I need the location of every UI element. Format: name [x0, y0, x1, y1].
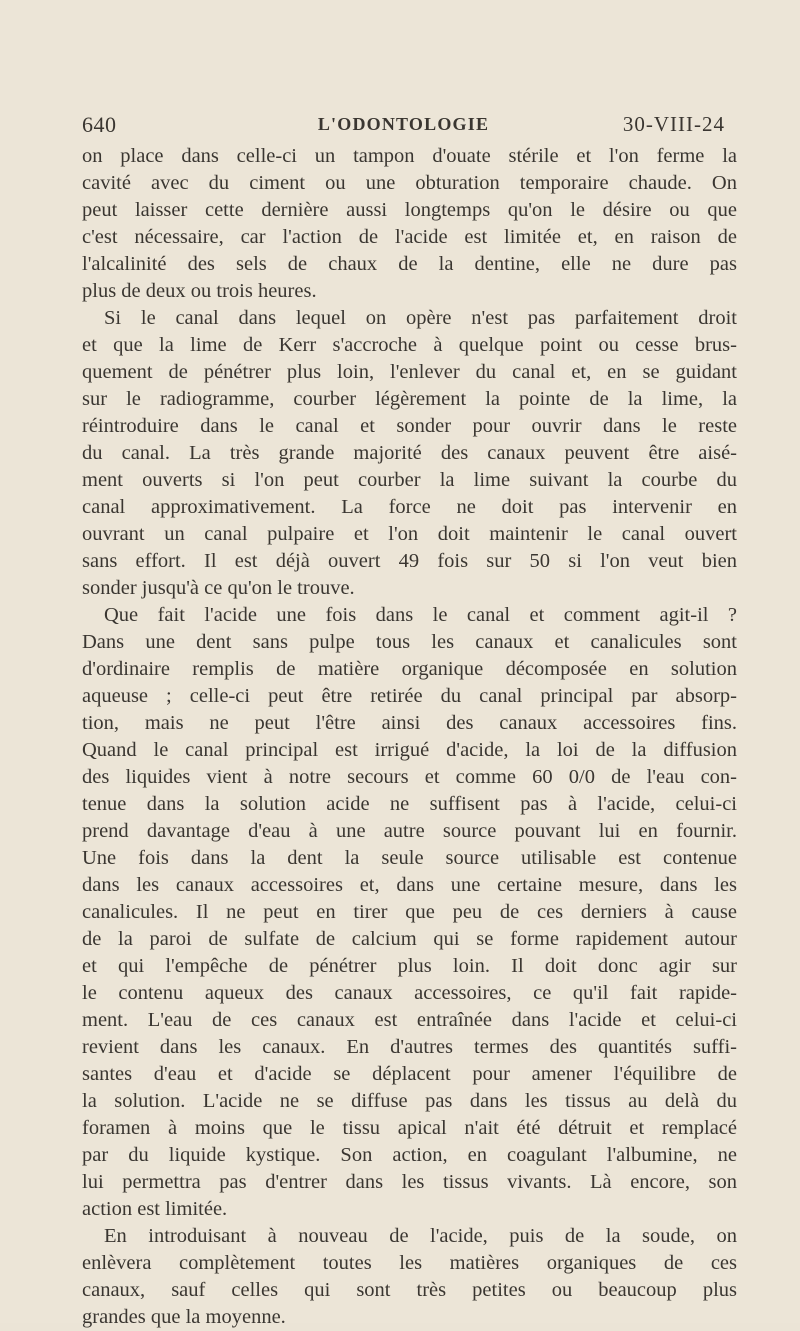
article-body: [82, 143, 737, 1331]
text-line: Si le canal dans lequel on opère n'est pas parfaitement droit: [104, 307, 737, 329]
text-line: ment. L'eau de ces canaux est entraînée dans l'acide et celui-ci: [82, 1009, 737, 1031]
text-line: canaux, sauf celles qui sont très petites ou beaucoup plus: [82, 1279, 737, 1301]
text-line: canal approximativement. La force ne doit pas intervenir en: [82, 496, 737, 518]
text-line: ment ouverts si l'on peut courber la lime suivant la courbe du: [82, 469, 737, 491]
text-line: d'ordinaire remplis de matière organique décomposée en solution: [82, 658, 737, 680]
text-line: c'est nécessaire, car l'action de l'acide est limitée et, en raison de: [82, 226, 737, 248]
text-line: cavité avec du ciment ou une obturation temporaire chaude. On: [82, 172, 737, 194]
text-line: sur le radiogramme, courber légèrement la pointe de la lime, la: [82, 388, 737, 410]
text-line: Que fait l'acide une fois dans le canal et comment agit-il ?: [104, 604, 737, 626]
text-line: Quand le canal principal est irrigué d'acide, la loi de la diffusion: [82, 739, 737, 761]
text-line: canalicules. Il ne peut en tirer que peu de ces derniers à cause: [82, 901, 737, 923]
text-line: et que la lime de Kerr s'accroche à quelque point ou cesse brus-: [82, 334, 737, 356]
text-line: et qui l'empêche de pénétrer plus loin. Il doit donc agir sur: [82, 955, 737, 977]
text-line: tenue dans la solution acide ne suffisent pas à l'acide, celui-ci: [82, 793, 737, 815]
text-line: la solution. L'acide ne se diffuse pas dans les tissus au delà du: [82, 1090, 737, 1112]
paragraph-curved-canal: [82, 305, 737, 602]
text-line: En introduisant à nouveau de l'acide, puis de la soude, on: [104, 1225, 737, 1247]
running-header: [82, 112, 725, 142]
text-line: santes d'eau et d'acide se déplacent pour amener l'équilibre de: [82, 1063, 737, 1085]
text-line: on place dans celle-ci un tampon d'ouate stérile et l'on ferme la: [82, 145, 737, 167]
text-line: l'alcalinité des sels de chaux de la dentine, elle ne dure pas: [82, 253, 737, 275]
text-line: sonder jusqu'à ce qu'on le trouve.: [82, 577, 355, 599]
text-line: plus de deux ou trois heures.: [82, 280, 317, 302]
text-line: Dans une dent sans pulpe tous les canaux et canalicules sont: [82, 631, 737, 653]
issue-date: 30-VIII-24: [622, 112, 725, 136]
text-line: foramen à moins que le tissu apical n'ait été détruit et remplacé: [82, 1117, 737, 1139]
text-line: dans les canaux accessoires et, dans une certaine mesure, dans les: [82, 874, 737, 896]
text-line: par du liquide kystique. Son action, en coagulant l'albumine, ne: [82, 1144, 737, 1166]
text-line: peut laisser cette dernière aussi longtemps qu'on le désire ou que: [82, 199, 737, 221]
text-line: lui permettra pas d'entrer dans les tissus vivants. Là encore, son: [82, 1171, 737, 1193]
running-title: L'ODONTOLOGIE: [317, 114, 490, 134]
page-number: 640: [82, 112, 117, 137]
text-line: prend davantage d'eau à une autre source pouvant lui en fournir.: [82, 820, 737, 842]
text-line: Une fois dans la dent la seule source utilisable est contenue: [82, 847, 737, 869]
text-line: des liquides vient à notre secours et comme 60 0/0 de l'eau con-: [82, 766, 737, 788]
text-line: le contenu aqueux des canaux accessoires, ce qu'il fait rapide-: [82, 982, 737, 1004]
text-line: du canal. La très grande majorité des canaux peuvent être aisé-: [82, 442, 737, 464]
text-line: ouvrant un canal pulpaire et l'on doit maintenir le canal ouvert: [82, 523, 737, 545]
text-line: sans effort. Il est déjà ouvert 49 fois sur 50 si l'on veut bien: [82, 550, 737, 572]
text-line: réintroduire dans le canal et sonder pour ouvrir dans le reste: [82, 415, 737, 437]
text-line: aqueuse ; celle-ci peut être retirée du canal principal par absorp-: [82, 685, 737, 707]
text-line: grandes que la moyenne.: [82, 1306, 286, 1328]
paragraph-continued: [82, 143, 737, 305]
text-line: action est limitée.: [82, 1198, 228, 1220]
text-line: quement de pénétrer plus loin, l'enlever du canal et, en se guidant: [82, 361, 737, 383]
text-line: de la paroi de sulfate de calcium qui se forme rapidement autour: [82, 928, 737, 950]
text-line: tion, mais ne peut l'être ainsi des canaux accessoires fins.: [82, 712, 737, 734]
paragraph-acid-action: [82, 602, 737, 1223]
text-line: enlèvera complètement toutes les matières organiques de ces: [82, 1252, 737, 1274]
text-line: revient dans les canaux. En d'autres termes des quantités suffi-: [82, 1036, 737, 1058]
paragraph-conclusion: [82, 1223, 737, 1331]
